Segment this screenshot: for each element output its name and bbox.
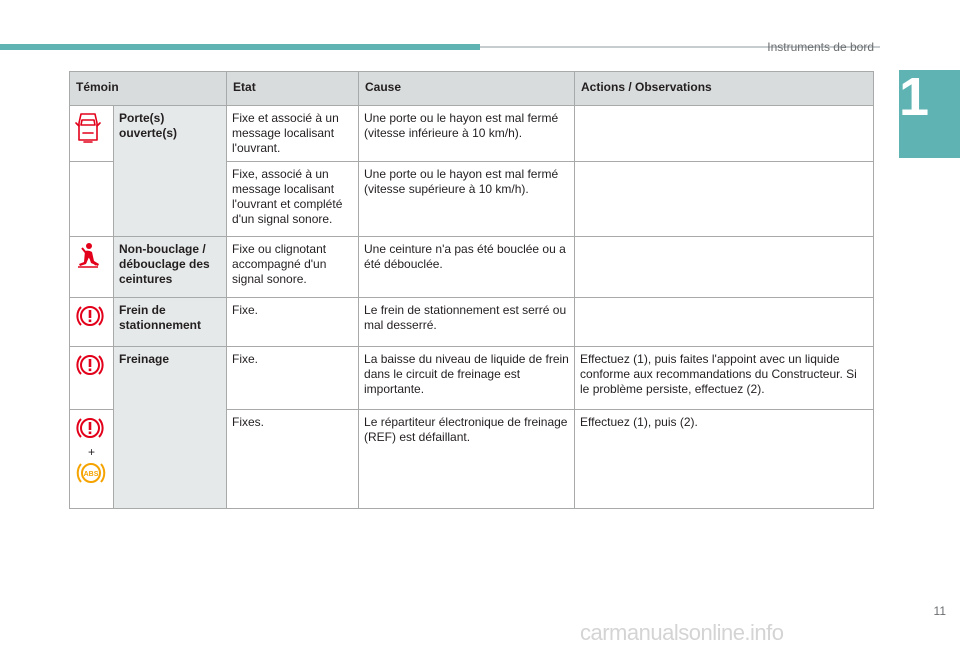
temoin-name: Freinage (114, 347, 227, 509)
icon-cell (70, 106, 114, 162)
etat-cell: Fixe et associé à un message localisant l'ouvrant. (227, 106, 359, 162)
cause-cell: Le frein de stationnement est serré ou mal desserré. (359, 298, 575, 347)
brake-warning-icon (75, 352, 105, 378)
icon-cell (70, 298, 114, 347)
cause-cell: Une ceinture n'a pas été bouclée ou a été débouclée. (359, 237, 575, 298)
actions-cell (575, 298, 874, 347)
actions-cell (575, 237, 874, 298)
temoin-name: Porte(s) ouverte(s) (114, 106, 227, 237)
cause-cell: Une porte ou le hayon est mal fermé (vitesse inférieure à 10 km/h). (359, 106, 575, 162)
etat-cell: Fixe. (227, 347, 359, 410)
icon-cell (70, 347, 114, 410)
header-actions: Actions / Observations (575, 72, 874, 106)
etat-cell: Fixe, associé à un message localisant l'ouvrant et complété d'un signal sonore. (227, 162, 359, 237)
actions-cell (575, 162, 874, 237)
svg-text:ABS: ABS (83, 471, 99, 478)
actions-cell (575, 106, 874, 162)
table-header-row (70, 72, 874, 106)
watermark: carmanualsonline.info (580, 620, 784, 645)
section-title: Instruments de bord (767, 40, 874, 54)
cause-cell: Le répartiteur électronique de freinage (REF) est défaillant. (359, 410, 575, 509)
header-accent-bar (0, 44, 480, 50)
actions-cell: Effectuez (1), puis (2). (575, 410, 874, 509)
cause-cell: Une porte ou le hayon est mal fermé (vitesse supérieure à 10 km/h). (359, 162, 575, 237)
page-number: 11 (933, 604, 946, 618)
warning-lights-table (69, 71, 874, 509)
temoin-name: Non-bouclage / débouclage des ceintures (114, 237, 227, 298)
etat-cell: Fixes. (227, 410, 359, 509)
temoin-name: Frein de stationnement (114, 298, 227, 347)
actions-cell: Effectuez (1), puis faites l'appoint avec un liquide conforme aux recommandations du Constructeur. Si le problème persiste, effectuez (2). (575, 347, 874, 410)
brake-warning-icon (75, 415, 105, 441)
brake-warning-icon (75, 303, 105, 329)
table-row (70, 106, 874, 162)
icon-cell (70, 162, 114, 237)
abs-icon (75, 459, 107, 487)
door-open-icon (75, 111, 101, 145)
table-row (70, 347, 874, 410)
etat-cell: Fixe. (227, 298, 359, 347)
etat-cell: Fixe ou clignotant accompagné d'un signal sonore. (227, 237, 359, 298)
header-cause: Cause (359, 72, 575, 106)
table-row (70, 237, 874, 298)
header-etat: Etat (227, 72, 359, 106)
header-temoin: Témoin (70, 72, 227, 106)
chapter-number: 1 (899, 67, 930, 127)
icon-cell (70, 410, 114, 509)
cause-cell: La baisse du niveau de liquide de frein dans le circuit de freinage est importante. (359, 347, 575, 410)
icon-cell (70, 237, 114, 298)
table-row (70, 298, 874, 347)
seatbelt-icon (75, 242, 101, 268)
chapter-tab (899, 67, 960, 158)
plus-sign: + (87, 445, 95, 459)
